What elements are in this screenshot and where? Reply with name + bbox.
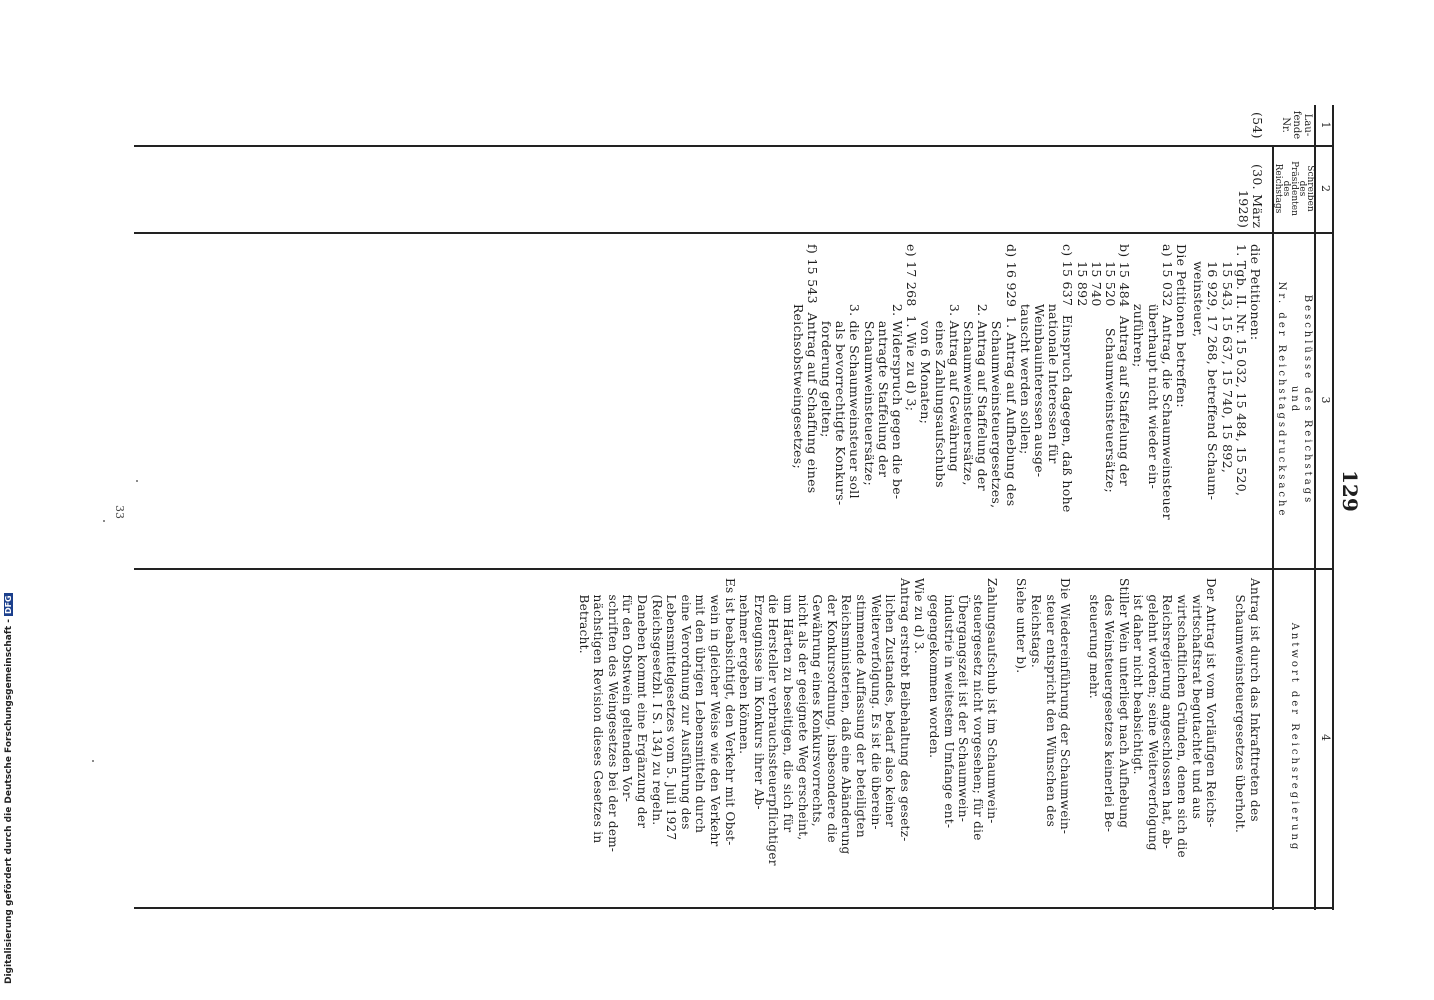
table-top-rule: [1333, 105, 1335, 910]
row-number: (54): [1250, 112, 1265, 139]
col3-right-rule: [134, 568, 1334, 570]
header-bottom-rule: [1272, 145, 1274, 910]
col1-header: Lau- fende Nr.: [1280, 110, 1313, 140]
dfg-logo: DFG: [4, 595, 13, 615]
page-number: 129: [1338, 470, 1362, 512]
scan-attribution: [4, 595, 16, 988]
row-intro: die Petitionen: 1. Tgb. II. Nr. 15 032, 15 484, 15 520, 15 543, 15 637, 15 740, 15 892, 16 929, 17 268, betreffend Schaum- weinsteuer,: [1191, 244, 1263, 501]
col4-number: 4: [1319, 734, 1332, 741]
col2-number: 2: [1319, 185, 1332, 192]
scan-speck: [136, 480, 138, 482]
table-right-rule: [134, 907, 1334, 909]
scan-speck: [92, 760, 94, 762]
row-answer: Antrag ist durch das Inkrafttreten des Schaumweinsteuergesetzes überholt. Der Antrag ist vom Vorläufigen Reichs- wirtschaftsrat begutachtet und aus wirtschaftlichen Gründen, denen sich die Reichsregierung angeschlossen hat, ab- gelehnt worden; seine Weiterverfolgung ist daher nicht beabsichtigt. Stiller Wein unterliegt nach Aufhebung des Weinsteuergesetzes keinerlei Be- steuerung mehr. Die Wiedereinführung der Schaumwein- steuer entspricht den Wünschen des Reichstags. Siehe unter b). Zahlungsaufschub ist im Schaumwein- steuergesetz nicht vorgesehen; für die Übergangszeit ist der Schaumwein- industrie in weitestem Umfange ent- gegengekommen worden. Wie zu d) 3. Antrag erstrebt Beibehaltung des gesetz- lichen Zustandes, bedarf also keiner Weiterverfolgung. Es ist die überein- stimmende Auffassung der beteiligten Reichsministerien, daß eine Abänderung der Konkursordnung, insbesondere die Gewährung eines Konkursvorrechts, nicht als der geeignete Weg erscheint, um Härten zu beseitigen, die sich für die Hersteller verbrauchssteuerpflichtiger Erzeugnisse im Konkurs ihrer Ab- nehmer ergeben können. Es ist beabsichtigt, den Verkehr mit Obst- wein in gleicher Weise wie den Verkehr mit den übrigen Lebensmitteln durch eine Verordnung zur Ausführung des Lebensmittelgesetzes vom 5. Juli 1927 (Reichsgesetzbl. I S. 134) zu regeln. Daneben kommt eine Ergänzung der für den Obstwein geltenden Vor- schriften des Weingesetzes bei der dem- nächstigen Revision dieses Gesetzes in Betracht.: [576, 578, 1262, 866]
col3-header: Beschlüsse des Reichstags und Nr. der Reichstagsdrucksache: [1276, 281, 1313, 519]
row-date: (30. März 1928): [1235, 164, 1265, 229]
header-number-rule: [1315, 105, 1317, 910]
col2-right-rule: [134, 232, 1334, 234]
col3-number: 3: [1319, 396, 1332, 404]
col1-number: 1: [1319, 121, 1332, 129]
col1-right-rule: [134, 145, 1334, 147]
col4-header: Antwort der Reichsregierung: [1289, 622, 1300, 853]
scan-speck: [103, 520, 105, 522]
row-resolution: Die Petitionen betreffen: a) 15 032 Antrag, die Schaumweinsteuer überhaupt nicht wieder ein- zuführen; b) 15 484 Antrag auf Staffelung der 15 520 Schaumweinsteuersätze; 15 740 15 892 c) 15 637 Einspruch dagegen, daß hohe nationale Interessen für Weinbauinteressen ausge- tauscht werden sollen; d) 16 929 1. Antrag auf Aufhebung des Schaumweinsteuergesetzes, 2. Antrag auf Staffelung der Schaumweinsteuersätze, 3. Antrag auf Gewährung eines Zahlungsaufschubs von 6 Monaten; e) 17 268 1. Wie zu d) 3; 2. Widerspruch gegen die be- antragte Staffelung der Schaumweinsteuersätze; 3. die Schaumweinsteuer soll als bevorrechtigte Konkurs- forderung gelten; f) 15 543 Antrag auf Schaffung eines Reichsobstweingesetzes;: [790, 244, 1189, 520]
col2-header: Schreiben des Präsidenten des Reichstags: [1273, 161, 1315, 216]
footer-number: 33: [113, 505, 126, 519]
scan-attribution-text: Digitalisierung gefördert durch die Deutsche Forschungsgemeinschaft -: [4, 619, 14, 984]
